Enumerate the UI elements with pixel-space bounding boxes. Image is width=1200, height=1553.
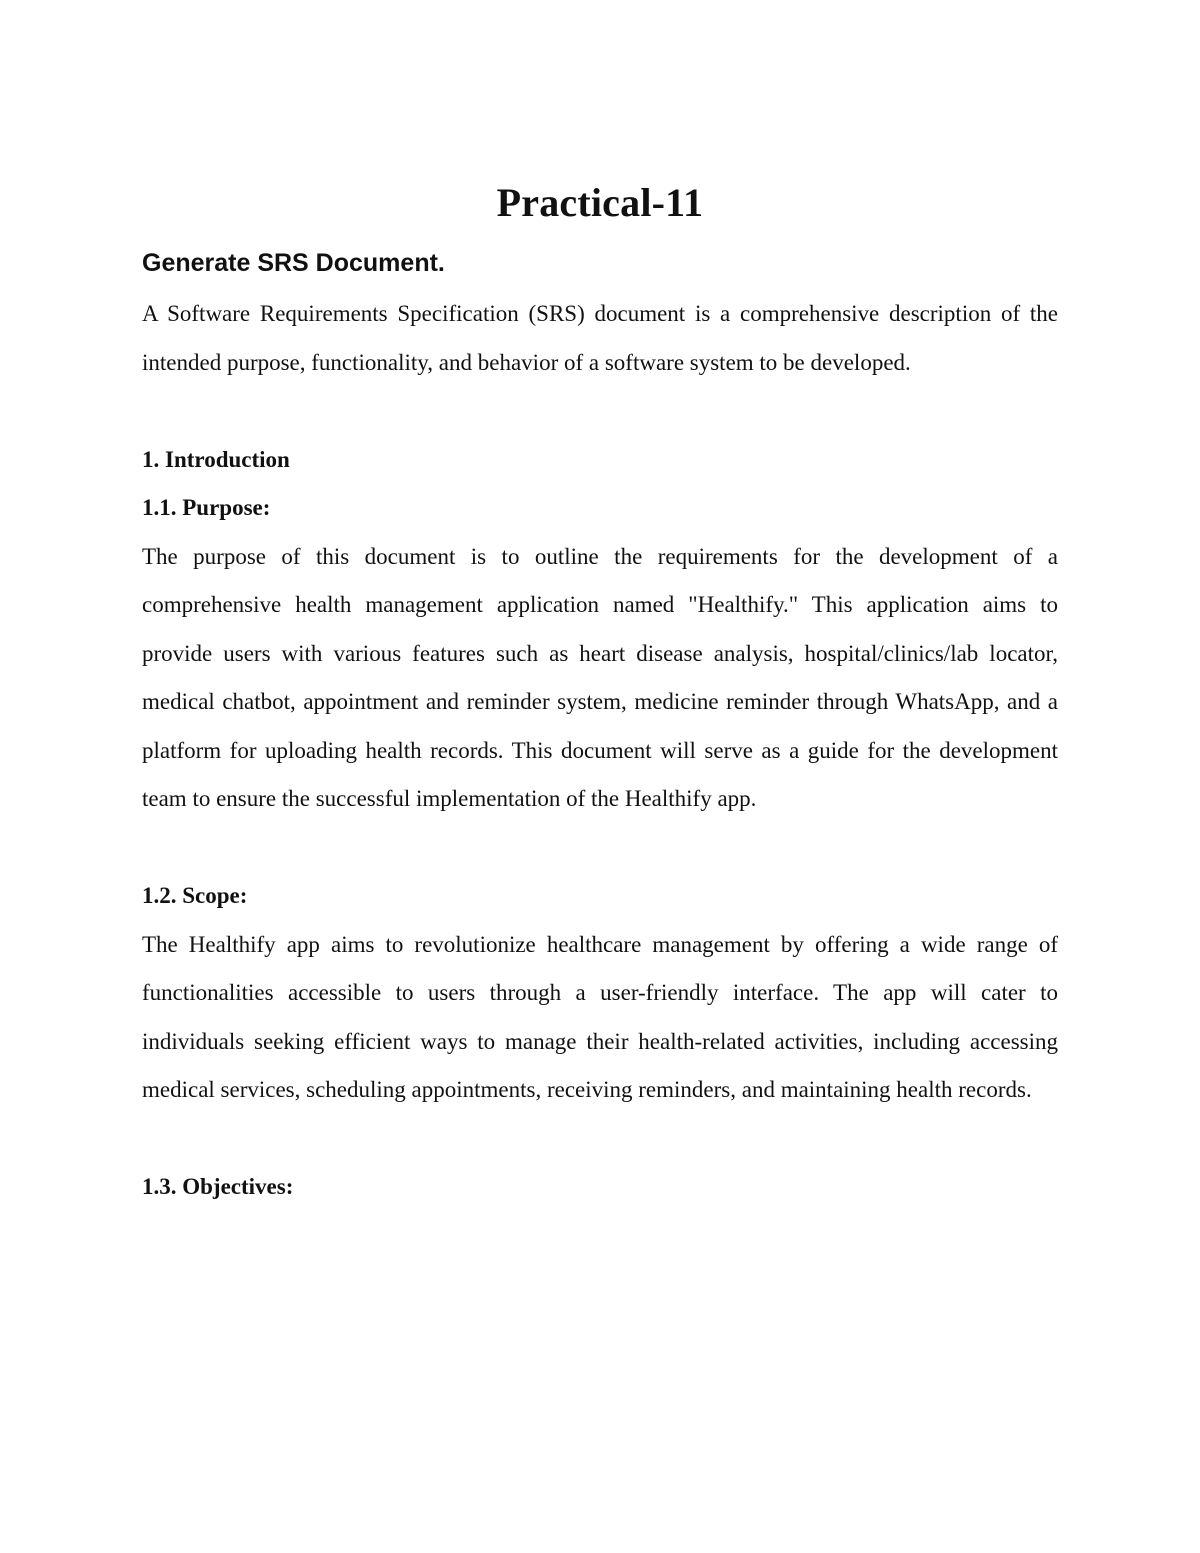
purpose-paragraph: The purpose of this document is to outline the requirements for the development of a comprehensive health management application named "Healthify." This application aims to provide users with various features such as heart disease analysis, hospital/clinics/lab locator, medical chatbot, appointment and reminder system, medicine reminder through WhatsApp, and a platform for uploading health records. This document will serve as a guide for the development team to ensure the successful implementation of the Healthify app. bbox=[142, 543, 1058, 811]
section-heading-scope: 1.2. Scope: bbox=[142, 883, 248, 908]
section-heading-objectives: 1.3. Objectives: bbox=[142, 1174, 294, 1199]
section-heading-introduction: 1. Introduction bbox=[142, 446, 290, 472]
section-heading-purpose: 1.1. Purpose: bbox=[142, 495, 271, 520]
intro-paragraph: A Software Requirements Specification (SRS) document is a comprehensive description of the intended purpose, functionality, and behavior of a software system to be developed. bbox=[142, 301, 1058, 375]
document-subtitle: Generate SRS Document. bbox=[142, 249, 445, 277]
scope-paragraph: The Healthify app aims to revolutionize healthcare management by offering a wide range of functionalities accessible to users through a user-friendly interface. The app will cater to individuals seeking efficient ways to manage their health-related activities, including accessing medical services, scheduling appointments, receiving reminders, and maintaining health records. bbox=[142, 931, 1058, 1102]
spacer bbox=[142, 824, 1058, 873]
document-body bbox=[142, 175, 1058, 1212]
spacer bbox=[142, 387, 1058, 436]
spacer bbox=[142, 1115, 1058, 1164]
page-title: Practical-11 bbox=[496, 180, 704, 225]
